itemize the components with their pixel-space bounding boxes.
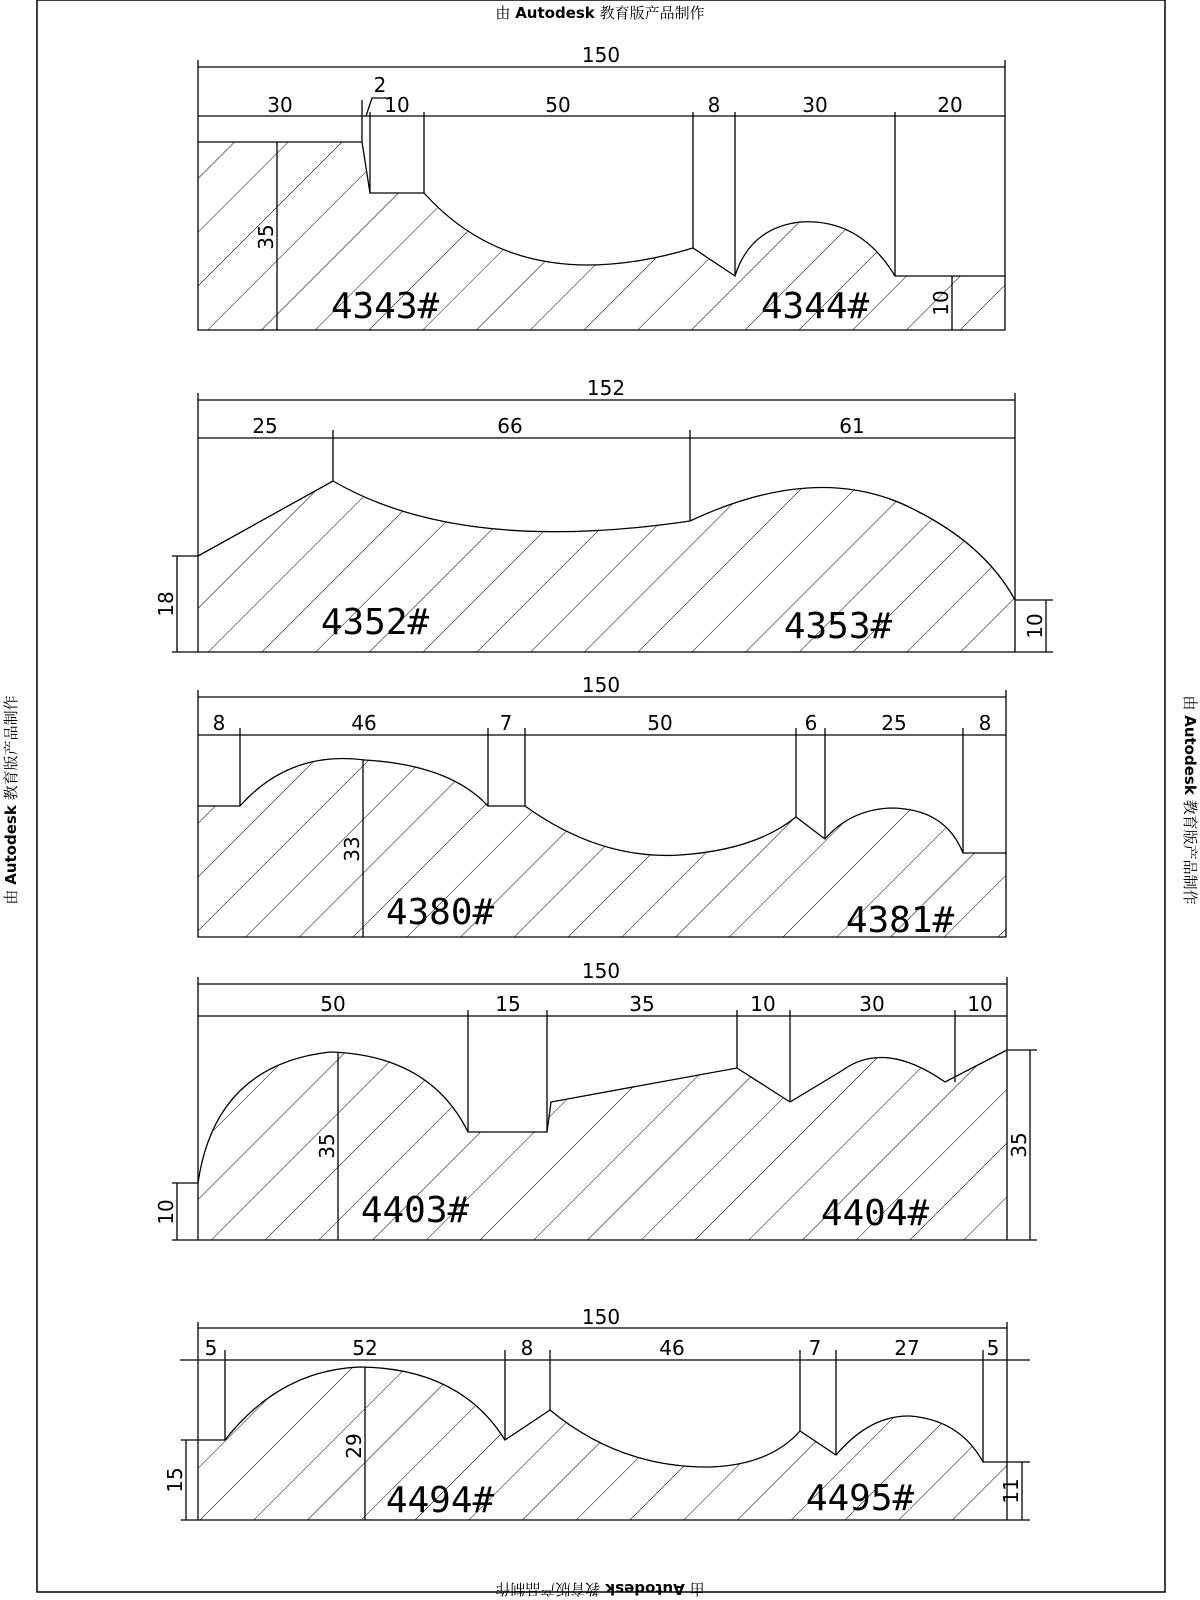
- dim-seg: 8: [707, 93, 721, 117]
- dim-seg: 46: [351, 711, 377, 735]
- dim-seg: 5: [986, 1336, 1000, 1360]
- profile-label: 4494#: [385, 1480, 495, 1521]
- dim-total: 150: [581, 673, 621, 697]
- dim-total: 152: [586, 376, 626, 400]
- profile-label: 4381#: [845, 900, 955, 941]
- dim-seg: 50: [545, 93, 571, 117]
- dim-seg: 15: [495, 992, 521, 1016]
- profile-4352-4353: [172, 393, 1053, 652]
- dim-side: 10: [929, 290, 953, 316]
- dim-total: 150: [581, 43, 621, 67]
- watermark-bottom: 由 Autodesk 教育版产品制作: [495, 1580, 705, 1598]
- dim-seg: 30: [267, 93, 293, 117]
- profile-label: 4404#: [820, 1193, 930, 1234]
- dim-side: 18: [154, 591, 178, 617]
- dim-side: 35: [315, 1133, 339, 1159]
- dim-seg: 50: [320, 992, 346, 1016]
- dim-seg: 20: [937, 93, 963, 117]
- profile-label: 4380#: [385, 892, 495, 933]
- dim-side: 33: [340, 836, 364, 862]
- dim-seg: 25: [252, 414, 278, 438]
- dim-seg: 8: [212, 711, 226, 735]
- dim-side: 10: [1023, 613, 1047, 639]
- dim-seg: 5: [204, 1336, 218, 1360]
- dim-seg: 46: [659, 1336, 685, 1360]
- profile-label: 4344#: [760, 286, 870, 327]
- dim-side: 35: [254, 224, 278, 250]
- dim-seg: 10: [750, 992, 776, 1016]
- dim-total: 150: [581, 959, 621, 983]
- dim-seg: 6: [804, 711, 818, 735]
- profile-label: 4403#: [360, 1190, 470, 1231]
- dim-seg: 30: [802, 93, 828, 117]
- dim-seg: 7: [808, 1336, 822, 1360]
- dim-seg: 25: [881, 711, 907, 735]
- watermark-top: 由 Autodesk 教育版产品制作: [495, 4, 705, 22]
- dim-seg: 8: [520, 1336, 534, 1360]
- dim-seg: 8: [978, 711, 992, 735]
- dim-seg: 2: [373, 73, 387, 97]
- dim-seg: 7: [499, 711, 513, 735]
- dim-seg: 35: [629, 992, 655, 1016]
- profile-4343-4344: [198, 60, 1005, 330]
- dim-side: 29: [342, 1433, 366, 1459]
- dim-seg: 61: [839, 414, 865, 438]
- profile-label: 4352#: [320, 602, 430, 643]
- dim-side: 35: [1007, 1132, 1031, 1158]
- dim-side: 11: [999, 1478, 1023, 1504]
- dim-side: 15: [163, 1467, 187, 1493]
- dim-seg: 10: [384, 93, 410, 117]
- dim-seg: 50: [647, 711, 673, 735]
- dim-seg: 10: [967, 992, 993, 1016]
- profile-label: 4495#: [805, 1478, 915, 1519]
- watermark-right: 由 Autodesk 教育版产品制作: [1181, 695, 1199, 905]
- dim-side: 10: [154, 1199, 178, 1225]
- profile-shape: [198, 142, 1005, 330]
- dim-seg: 52: [352, 1336, 378, 1360]
- watermark-left: 由 Autodesk 教育版产品制作: [2, 695, 20, 905]
- dim-total: 150: [581, 1305, 621, 1329]
- profile-label: 4353#: [783, 606, 893, 647]
- profile-label: 4343#: [330, 286, 440, 327]
- dim-seg: 66: [497, 414, 523, 438]
- dim-seg: 30: [859, 992, 885, 1016]
- dim-seg: 27: [894, 1336, 920, 1360]
